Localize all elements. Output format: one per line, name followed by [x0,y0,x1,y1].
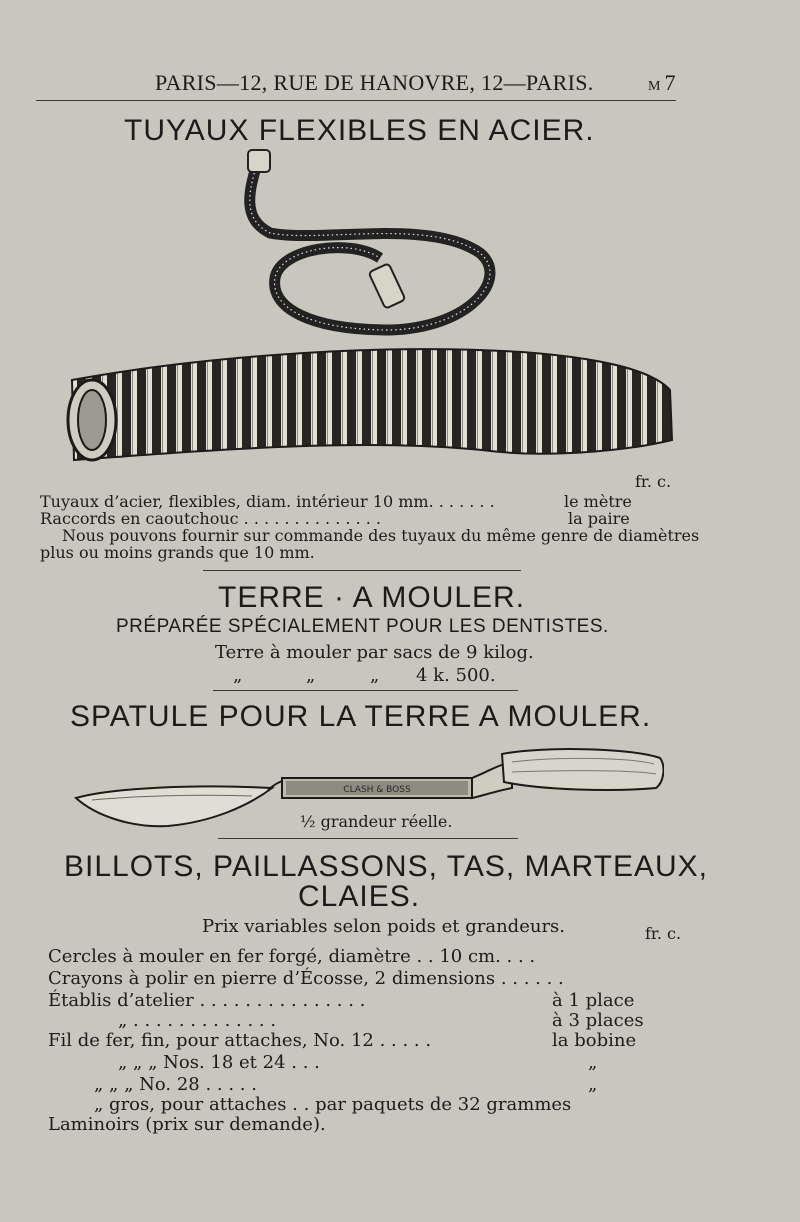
terre-line: 4 k. 500. [416,665,496,686]
spatule-title: SPATULE POUR LA TERRE A MOULER. [70,700,652,733]
billots-unit: la bobine [552,1030,637,1051]
section-divider [203,570,521,571]
terre-line: Terre à mouler par sacs de 9 kilog. [215,642,534,663]
section-divider [218,838,518,839]
terre-subtitle: PRÉPARÉE SPÉCIALEMENT POUR LES DENTISTES. [116,616,609,637]
billots-line: „ „ „ No. 28 . . . . . [94,1074,257,1095]
tuyaux-title: TUYAUX FLEXIBLES EN ACIER. [124,114,595,147]
billots-line: Cercles à mouler en fer forgé, diamètre . . 10 cm. . . . [48,946,536,967]
spatule-caption: ½ grandeur réelle. [300,812,453,831]
tuyaux-item-unit: le mètre [564,492,632,511]
terre-title: TERRE · A MOULER. [218,581,526,614]
billots-title-line2: CLAIES. [298,880,421,913]
ditto-mark: „ [370,665,380,686]
section-divider [213,690,518,691]
billots-line: „ gros, pour attaches . . par paquets de 32 grammes [94,1094,572,1115]
spatula-handle-text: CLASH & BOSS [343,785,411,795]
billots-subtitle: Prix variables selon poids et grandeurs. [202,916,566,937]
tuyaux-note: plus ou moins grands que 10 mm. [40,543,315,562]
tuyaux-note: Nous pouvons fournir sur commande des tuyaux du même genre de diamètres [62,526,700,545]
billots-title: BILLOTS, PAILLASSONS, TAS, MARTEAUX, [64,850,708,883]
billots-unit: à 1 place [552,990,635,1011]
billots-currency-heading: fr. c. [645,924,682,943]
page-number-value: 7 [664,70,676,95]
billots-line: Établis d’atelier . . . . . . . . . . . . . . . [48,990,366,1011]
billots-line: Crayons à polir en pierre d’Écosse, 2 dimensions . . . . . . [48,968,564,989]
page-number [648,70,675,96]
tuyaux-item-unit: la paire [568,509,630,528]
tuyaux-currency-heading: fr. c. [635,472,672,491]
hose-closeup-illustration [62,340,676,466]
page-header: PARIS—12, RUE DE HANOVRE, 12—PARIS. [155,70,594,95]
tuyaux-item-label: Tuyaux d’acier, flexibles, diam. intérieur 10 mm. . . . . . . [40,492,495,511]
tuyaux-item-label: Raccords en caoutchouc . . . . . . . . . . . . . . [40,509,381,528]
header-rule [36,100,676,101]
ditto-mark: „ [306,665,316,686]
billots-unit: „ [588,1074,598,1095]
billots-unit: à 3 places [552,1010,644,1031]
billots-line: „ . . . . . . . . . . . . . [118,1010,277,1031]
coiled-hose-illustration [230,148,510,348]
billots-line: Laminoirs (prix sur demande). [48,1114,326,1135]
billots-line: „ „ „ Nos. 18 et 24 . . . [118,1052,320,1073]
billots-line: Fil de fer, fin, pour attaches, No. 12 . . . . . [48,1030,432,1051]
page-prefix: M [648,79,661,94]
billots-unit: „ [588,1052,598,1073]
ditto-mark: „ [233,665,243,686]
